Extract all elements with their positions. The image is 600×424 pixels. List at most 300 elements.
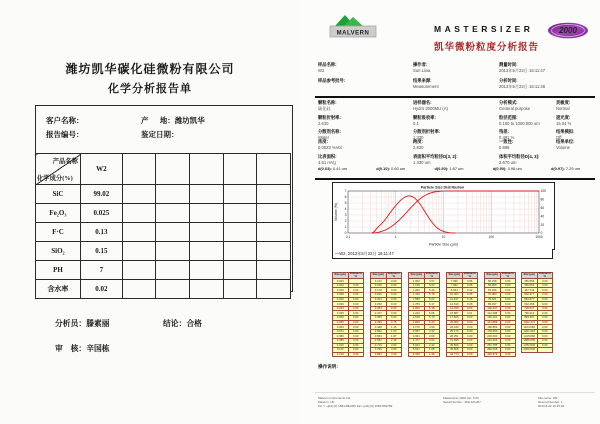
size-cell: 316.979	[485, 352, 501, 357]
size-cell: 28.251	[447, 334, 463, 339]
size-cell: 251.785	[485, 343, 501, 348]
footer-line: Serial Number : MAL101257	[443, 400, 481, 405]
field-label: 操作者:	[413, 62, 428, 67]
size-cell: 178.250	[485, 329, 501, 334]
chem-empty-cell	[190, 242, 224, 261]
field-value: Volume	[556, 145, 570, 150]
section-divider	[315, 178, 595, 180]
chem-empty-cell	[190, 280, 224, 299]
field-label: 灵敏度:	[556, 100, 571, 105]
size-table-header: Size (µm)	[447, 273, 463, 279]
size-cell: 1.416	[409, 292, 425, 297]
size-cell: 0.710	[371, 343, 387, 348]
field-label: 残差:	[499, 129, 510, 135]
field	[413, 100, 448, 113]
svg-text:2: 2	[344, 219, 347, 224]
chem-empty-cell	[257, 185, 291, 204]
origin-line	[141, 115, 205, 126]
volume-cell: 0.00	[500, 343, 516, 348]
size-cell: 0.252	[371, 302, 387, 307]
chem-component-value: 0.025	[80, 204, 122, 223]
report-title: 化学分析报告单	[108, 83, 192, 95]
field-value: 1.330 um	[413, 160, 431, 166]
field-label: 颗粒吸收率:	[413, 114, 436, 120]
field-label: 比表面积:	[318, 154, 337, 160]
field-label: 分散剂折射率:	[413, 129, 441, 135]
field-value: 15.04 %	[556, 120, 572, 126]
size-cell: 709.627	[522, 306, 538, 311]
volume-cell: 0.00	[537, 320, 553, 325]
size-cell: 39.905	[447, 348, 463, 353]
size-cell: 0.112	[333, 348, 349, 353]
d-value-label: d(0.90):	[492, 166, 507, 171]
chem-empty-cell	[122, 185, 156, 204]
volume-cell: 0.00	[537, 283, 553, 288]
volume-cell: 0.00	[386, 297, 402, 302]
size-cell: 632.456	[522, 302, 538, 307]
footer-line: File name: W2	[538, 396, 558, 400]
svg-text:0: 0	[344, 231, 347, 236]
size-cell: 200.000	[485, 334, 501, 339]
size-cell: 126.191	[485, 315, 501, 320]
volume-cell: 0.00	[462, 352, 478, 357]
volume-cell: 0.00	[537, 297, 553, 302]
field-value: Hydro 2000MU (A)	[413, 106, 448, 111]
size-cell: 1.589	[409, 297, 425, 302]
volume-cell: 0.24	[386, 315, 402, 320]
chart-legend	[332, 249, 553, 259]
size-cell: 89.337	[485, 302, 501, 307]
volume-cell: 0.00	[348, 325, 364, 330]
size-cell: 796.214	[522, 311, 538, 316]
size-cell: 7.096	[447, 279, 463, 284]
volume-cell: 4.32	[424, 329, 440, 334]
d-value-number: 7.29 um	[564, 166, 580, 171]
chem-empty-cell	[156, 280, 190, 299]
size-cell: 56.368	[485, 283, 501, 288]
empty-product-cell	[156, 154, 190, 185]
size-cell: 4.477	[409, 338, 425, 343]
size-cell: 0.796	[371, 348, 387, 353]
size-cell: 0.100	[333, 343, 349, 348]
size-table-header: Volume In %	[501, 272, 514, 278]
field-column	[318, 100, 341, 144]
chem-empty-cell	[190, 185, 224, 204]
chem-empty-cell	[223, 242, 257, 261]
volume-cell: 0.00	[348, 329, 364, 334]
field-value: 0.0023 %Vol	[318, 145, 342, 150]
size-cell: 79.621	[485, 297, 501, 302]
mastersizer-2000-badge	[547, 22, 589, 44]
size-table-header: Size (µm)	[409, 273, 425, 279]
field-value: 碳化硅	[318, 106, 331, 111]
analyst-label: 分析员：	[55, 319, 87, 328]
volume-cell: 0.00	[500, 283, 516, 288]
size-cell: 0.178	[371, 288, 387, 293]
volume-cell: 0.00	[500, 311, 516, 316]
volume-cell: 0.65	[462, 283, 478, 288]
size-cell: 0.032	[333, 297, 349, 302]
volume-cell: 0.00	[462, 329, 478, 334]
volume-cell: 0.00	[462, 334, 478, 339]
field	[556, 115, 575, 128]
field-value: Water	[318, 135, 330, 141]
chem-component-name: Fe₂O₃	[36, 204, 81, 223]
size-cell: 141.589	[485, 320, 501, 325]
svg-text:0: 0	[540, 231, 543, 236]
size-cell: 0.224	[371, 297, 387, 302]
size-cell: 0.071	[333, 329, 349, 334]
size-cell: 6.325	[409, 352, 425, 357]
volume-cell: 0.00	[386, 288, 402, 293]
chem-row	[36, 261, 291, 280]
chem-component-value: 0.13	[80, 223, 122, 242]
volume-cell: 0.00	[348, 283, 364, 288]
volume-cell: 0.00	[537, 325, 553, 330]
field-label: 样品参考批号:	[318, 78, 346, 84]
volume-cell: 0.00	[348, 297, 364, 302]
size-cell: 31.698	[447, 338, 463, 343]
volume-cell: 4.90	[424, 325, 440, 330]
chem-empty-cell	[190, 223, 224, 242]
malvern-logo-text: MALVERN	[336, 30, 370, 37]
size-cell: 282.508	[485, 348, 501, 353]
footer-line: 2013-5-22 16:15:26	[538, 404, 565, 409]
volume-cell: 0.00	[348, 320, 364, 325]
empty-product-cell	[122, 154, 156, 185]
chem-empty-cell	[257, 242, 291, 261]
reviewer-name: 辛国栋	[86, 344, 110, 353]
size-cell: 3.991	[409, 334, 425, 339]
field-label: 颗粒名称:	[318, 100, 337, 105]
volume-cell: 0.00	[500, 348, 516, 353]
d-value-label: d(0.03):	[318, 166, 332, 171]
size-cell: 1782.502	[523, 342, 536, 347]
volume-cell: 0.15	[462, 297, 478, 302]
conclusion-value: 合格	[186, 319, 202, 328]
size-cell: 20.000	[447, 320, 463, 325]
volume-cell: 0.00	[500, 292, 516, 297]
size-cell: 0.022	[333, 283, 349, 288]
field-column	[318, 139, 342, 169]
volume-cell: 0.00	[386, 306, 402, 311]
y-axis-label: Volume (%)	[334, 202, 338, 222]
chem-component-value: 0.02	[80, 280, 122, 299]
d-value-label: d(0.50):	[434, 166, 449, 171]
sample-details-section	[300, 62, 600, 96]
field-value: 2.670 um	[499, 160, 517, 166]
field-column	[318, 62, 345, 94]
volume-cell: 0.00	[348, 292, 364, 297]
volume-cell: 0.00	[500, 279, 516, 284]
volume-cell: 0.00	[500, 306, 516, 311]
size-cell: 0.089	[333, 338, 349, 343]
size-table-header: Size (µm)	[485, 273, 501, 279]
volume-cell: 0.00	[500, 329, 516, 334]
volume-cell: 3.69	[424, 334, 440, 339]
x-axis-label: Particle Size (µm)	[428, 242, 459, 247]
chem-empty-cell	[156, 242, 190, 261]
size-cell: 3.170	[409, 325, 425, 330]
footer-line: Mastersizer 2000 Ver. 5.20	[443, 396, 479, 400]
size-table-header: Volume In %	[387, 272, 400, 278]
d-value-item	[376, 166, 405, 171]
size-cell: 0.502	[371, 329, 387, 334]
size-volume-table	[332, 272, 364, 357]
svg-text:4: 4	[344, 207, 347, 212]
chem-empty-cell	[257, 223, 291, 242]
section-divider	[315, 96, 595, 98]
size-cell: 2.000	[409, 306, 425, 311]
diagonal-header-cell	[36, 154, 81, 185]
size-cell: 100.237	[485, 306, 501, 311]
field-column	[413, 62, 439, 94]
size-cell: 502.377	[522, 292, 538, 297]
size-cell: 0.399	[371, 320, 387, 325]
field-column	[556, 100, 575, 144]
field-label: 分散剂名称:	[318, 129, 341, 135]
footer-instrument-block	[443, 396, 481, 404]
volume-cell: 0.00	[462, 315, 478, 320]
field	[499, 115, 540, 128]
size-cell: 0.025	[333, 288, 349, 293]
volume-cell: 0.00	[462, 320, 478, 325]
chemical-composition-table	[35, 153, 291, 299]
chem-component-name: SiC	[36, 185, 81, 204]
size-cell: 2.244	[409, 311, 425, 316]
badge-2000-text: 2000	[559, 26, 577, 36]
volume-cell: 0.00	[348, 348, 364, 353]
field-value	[318, 84, 345, 90]
size-table-row	[409, 352, 440, 357]
size-table-header: Volume In %	[425, 272, 438, 278]
size-cell: 563.677	[522, 297, 538, 302]
size-table-header: Size (µm)	[522, 273, 538, 279]
field-column	[499, 100, 540, 144]
field-value: Normal	[556, 106, 570, 111]
volume-cell: 0.00	[386, 279, 402, 284]
size-volume-table	[484, 272, 516, 357]
d-value-item	[318, 166, 347, 171]
field-label: 体积平均粒径D[4, 3]:	[499, 154, 540, 160]
size-cell: 0.045	[333, 311, 349, 316]
volume-cell: 0.00	[348, 302, 364, 307]
volume-cell: 4.57	[424, 279, 440, 284]
product-name-cell: W2	[80, 154, 122, 185]
size-cell: 70.963	[485, 292, 501, 297]
legend-line-marker: —	[335, 251, 340, 256]
size-cell: 0.283	[371, 306, 387, 311]
chem-component-value: 7	[80, 261, 122, 280]
chem-empty-cell	[156, 223, 190, 242]
chem-empty-cell	[122, 204, 156, 223]
field-label: 分析时间:	[499, 78, 518, 84]
volume-cell: 6.05	[424, 311, 440, 316]
size-cell: 1588.656	[523, 338, 536, 343]
volume-cell: 0.00	[348, 311, 364, 316]
volume-cell: 0.00	[500, 338, 516, 343]
empty-product-cell	[257, 154, 291, 185]
footer-line: Tel := +[44] (0) 1684-892456 Fax +[44] (0) 1684-892789	[318, 404, 393, 409]
volume-cell: 0.00	[348, 288, 364, 293]
volume-cell: 3.03	[386, 343, 402, 348]
size-cell: 50.238	[485, 279, 501, 284]
volume-cell: 5.03	[424, 283, 440, 288]
volume-cell: 0.00	[348, 352, 364, 357]
size-cell: 0.356	[371, 315, 387, 320]
volume-cell: 1.85	[424, 348, 440, 353]
size-cell: 63.246	[485, 288, 501, 293]
svg-text:1000: 1000	[535, 235, 543, 239]
volume-cell: 0.00	[500, 297, 516, 302]
chem-empty-cell	[156, 185, 190, 204]
size-cell: 0.063	[333, 325, 349, 330]
volume-cell: 5.78	[424, 292, 440, 297]
field-value: 2.610	[318, 120, 329, 126]
volume-cell: 0.00	[537, 306, 553, 311]
field-label: 测量时间:	[499, 62, 518, 67]
svg-text:100: 100	[488, 235, 495, 239]
volume-cell: 0.00	[386, 283, 402, 288]
malvern-logo	[328, 13, 378, 45]
field-label: 一致性:	[499, 139, 514, 144]
field-label: 结果来源:	[413, 78, 432, 84]
customer-name-label: 客户名称：	[46, 116, 84, 125]
svg-text:40: 40	[540, 214, 545, 219]
volume-cell: 0.00	[537, 311, 553, 316]
volume-cell: 0.00	[348, 338, 364, 343]
size-volume-table	[370, 272, 402, 357]
size-cell: 399.052	[522, 283, 538, 288]
volume-cell: 2.42	[424, 343, 440, 348]
volume-cell: 3.04	[424, 338, 440, 343]
volume-cell: 0.00	[462, 343, 478, 348]
size-table-row	[447, 352, 478, 357]
operation-notes-label: 操作说明:	[318, 364, 338, 369]
badge-2000-graphic	[547, 22, 589, 39]
field-value: 4.51 m²/g	[318, 160, 336, 166]
volume-cell: 1.16	[386, 325, 402, 330]
volume-cell: 0.96	[462, 279, 478, 284]
volume-cell: 0.00	[500, 320, 516, 325]
field-column	[413, 139, 458, 169]
size-volume-table	[446, 272, 478, 357]
conclusion-line	[163, 318, 202, 329]
chem-component-value: 0.15	[80, 242, 122, 261]
size-cell: 2000.000	[523, 347, 536, 352]
reviewer-line	[55, 343, 110, 354]
volume-cell: 0.00	[500, 288, 516, 293]
volume-cell: 0.00	[537, 338, 553, 343]
analyst-line	[55, 318, 110, 329]
field	[499, 78, 545, 93]
field-label: 结果模拟:	[556, 129, 575, 135]
size-cell: 1.262	[409, 288, 425, 293]
size-cell: 44.774	[447, 352, 463, 357]
volume-cell: 0.00	[462, 325, 478, 330]
d-value-number: 1.87 um	[448, 166, 464, 171]
chem-empty-cell	[122, 223, 156, 242]
size-cell: 0.564	[371, 334, 387, 339]
product-header-row	[36, 154, 291, 185]
size-cell: 1.125	[409, 283, 425, 288]
size-cell: 2.518	[409, 315, 425, 320]
size-cell: 447.744	[522, 288, 538, 293]
svg-text:60: 60	[540, 206, 545, 210]
chem-empty-cell	[257, 204, 291, 223]
volume-cell: 0.00	[386, 311, 402, 316]
d-value-item	[435, 166, 464, 171]
particle-report-title: 凯华微粉粒度分析报告	[434, 42, 540, 53]
svg-text:1: 1	[344, 225, 347, 230]
volume-cell: 0.00	[500, 325, 516, 330]
volume-cell: 0.00	[537, 292, 553, 297]
svg-text:1: 1	[394, 235, 397, 239]
size-cell: 0.080	[333, 334, 349, 339]
chem-empty-cell	[122, 261, 156, 280]
volume-cell: 0.00	[500, 315, 516, 320]
size-cell: 5.637	[409, 348, 425, 353]
size-cell: 22.440	[447, 325, 463, 330]
footer-line: Record Number: 1	[538, 400, 563, 405]
volume-cell: 0.00	[348, 306, 364, 311]
volume-cell: 0.00	[348, 334, 364, 339]
svg-text:100: 100	[540, 189, 547, 194]
chem-empty-cell	[156, 261, 190, 280]
volume-cell: 0.00	[500, 334, 516, 339]
chem-empty-cell	[223, 280, 257, 299]
field	[556, 139, 575, 153]
field-value: Sun Lixia	[413, 68, 431, 73]
chem-empty-cell	[223, 261, 257, 280]
chem-empty-cell	[257, 280, 291, 299]
d-values-row	[318, 166, 580, 171]
d-value-number: 0.60 um	[390, 166, 406, 171]
chem-component-name: SiO₂	[36, 242, 81, 261]
chem-empty-cell	[223, 223, 257, 242]
size-cell: 0.448	[371, 325, 387, 330]
d-value-label: d(0.97):	[551, 166, 565, 171]
size-table-row	[333, 352, 364, 357]
mastersizer-report-page	[300, 0, 600, 424]
company-title: 潍坊凯华碳化硅微粉有限公司	[65, 62, 235, 76]
analyst-name: 滕素丽	[86, 319, 110, 328]
chem-row	[36, 204, 291, 223]
field-value: General purpose	[499, 106, 531, 111]
size-cell: 1.783	[409, 302, 425, 307]
size-cell: 17.825	[447, 315, 463, 320]
field-value: Off	[556, 135, 562, 141]
volume-cell: 5.40	[424, 320, 440, 325]
chem-row	[36, 185, 291, 204]
footer-line: Malvern, UK	[318, 400, 335, 405]
svg-text:3: 3	[344, 213, 347, 218]
field-label: 粒径范围:	[499, 114, 518, 120]
field	[413, 115, 448, 128]
chem-empty-cell	[156, 204, 190, 223]
size-cell: 0.050	[333, 315, 349, 320]
field-column	[499, 62, 545, 94]
size-cell: 1261.915	[523, 329, 536, 334]
volume-cell: 0.00	[462, 348, 478, 353]
d-value-item	[493, 166, 522, 171]
volume-cell: 4.09	[386, 352, 402, 357]
field-value: 2013年5月22日 16:11:48	[499, 84, 546, 90]
inspection-date-label: 鉴定日期：	[141, 130, 179, 139]
field	[318, 78, 345, 93]
size-cell: 0.142	[371, 279, 387, 284]
size-cell: 10.024	[447, 292, 463, 297]
